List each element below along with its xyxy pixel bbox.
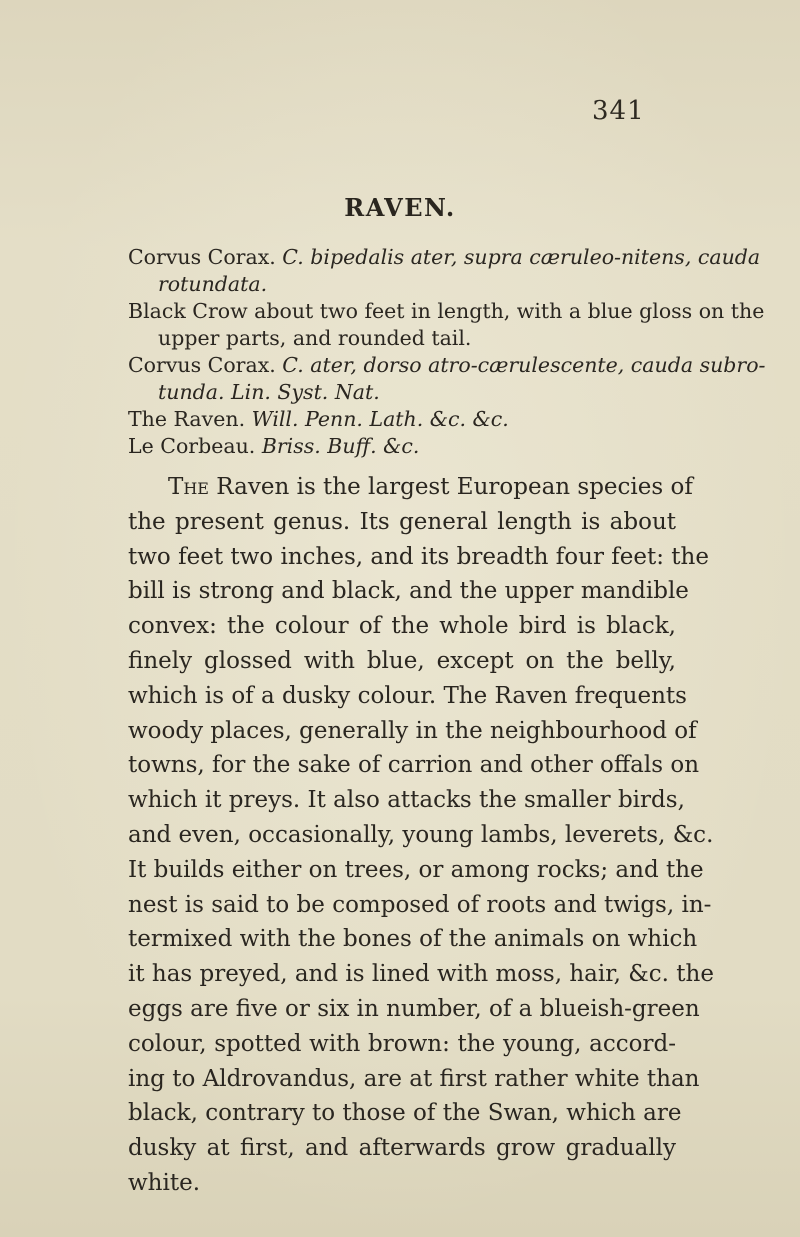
synonymy-line [128, 325, 668, 352]
body-line [128, 714, 697, 749]
body-line [128, 922, 698, 957]
body-line [128, 574, 689, 609]
body-line [128, 1027, 676, 1062]
body-line-text: finely glossed with blue, except on the belly, [128, 647, 676, 674]
synonymy-line [128, 433, 668, 460]
synonymy-text: Black Crow about two feet in length, with a blue gloss on the [128, 299, 765, 323]
body-line-text: bill is strong and black, and the upper mandible [128, 578, 689, 605]
body-line [128, 505, 676, 540]
body-line [128, 853, 704, 888]
body-line-text: towns, for the sake of carrion and other offals on [128, 752, 700, 779]
body-line-text: the present genus. Its general length is about [128, 508, 676, 535]
body-line-text: It builds either on trees, or among rocks; and the [128, 856, 704, 883]
synonymy-line [128, 352, 766, 379]
body-line-text: dusky at first, and afterwards grow gradually [128, 1135, 676, 1162]
synonymy-italic-text: Briss. Buff. &c. [261, 434, 420, 458]
body-line-text: it has preyed, and is lined with moss, hair, &c. the [128, 961, 714, 988]
synonymy-text: upper parts, and rounded tail. [158, 326, 472, 350]
body-line-text: woody places, generally in the neighbourhood of [128, 717, 697, 744]
synonymy-italic-text: C. bipedalis ater, supra cæruleo-nitens, cauda [282, 245, 761, 269]
body-line [128, 992, 700, 1027]
synonymy-text: Le Corbeau. [128, 434, 262, 458]
body-line [128, 540, 709, 575]
body-line-text: eggs are five or six in number, of a blueish-green [128, 995, 700, 1022]
body-line [128, 679, 687, 714]
body-line-text: colour, spotted with brown: the young, accord- [128, 1030, 676, 1057]
body-line [128, 1062, 700, 1097]
body-line-text: Raven is the largest European species of [208, 474, 693, 500]
body-line [128, 609, 676, 644]
body-line [128, 818, 714, 853]
body-line [128, 888, 712, 923]
body-line-text: white. [128, 1169, 201, 1196]
body-line-text: two feet two inches, and its breadth four feet: the [128, 543, 709, 570]
body-line [128, 748, 700, 783]
synonymy-text: Corvus Corax. [128, 353, 283, 377]
body-paragraph [128, 470, 714, 1201]
synonymy-italic-text: rotundata. [158, 272, 268, 296]
body-line [128, 644, 676, 679]
opening-word: The [168, 474, 209, 500]
body-line [128, 470, 693, 505]
page-number: 341 [592, 96, 645, 126]
synonymy-text: Corvus Corax. [128, 245, 283, 269]
synonymy-line [128, 406, 668, 433]
body-line [128, 1096, 682, 1131]
body-line-text: which it preys. It also attacks the smaller birds, [128, 787, 685, 814]
synonymy-italic-text: tunda. Lin. Syst. Nat. [158, 380, 380, 404]
body-line [128, 783, 685, 818]
synonymy-line [128, 379, 668, 406]
synonymy-italic-text: Will. Penn. Lath. &c. &c. [251, 407, 509, 431]
body-line-text: nest is said to be composed of roots and twigs, in- [128, 891, 712, 918]
body-line-text: ing to Aldrovandus, are at first rather white than [128, 1065, 700, 1092]
body-line-text: and even, occasionally, young lambs, leverets, &c. [128, 821, 714, 848]
synonymy-line [128, 244, 761, 271]
body-line [128, 1166, 676, 1201]
body-line-text: black, contrary to those of the Swan, which are [128, 1100, 682, 1127]
body-line [128, 957, 714, 992]
synonymy-italic-text: C. ater, dorso atro-cærulescente, cauda subro- [282, 353, 766, 377]
synonymy-line [128, 298, 765, 325]
synonymy-line [128, 271, 668, 298]
body-line-text: termixed with the bones of the animals on which [128, 926, 698, 953]
section-title: RAVEN. [344, 193, 456, 222]
body-line [128, 1131, 676, 1166]
body-line-text: convex: the colour of the whole bird is black, [128, 613, 676, 640]
synonymy-block [128, 244, 766, 460]
body-line-text: which is of a dusky colour. The Raven frequents [128, 682, 687, 709]
synonymy-text: The Raven. [128, 407, 252, 431]
